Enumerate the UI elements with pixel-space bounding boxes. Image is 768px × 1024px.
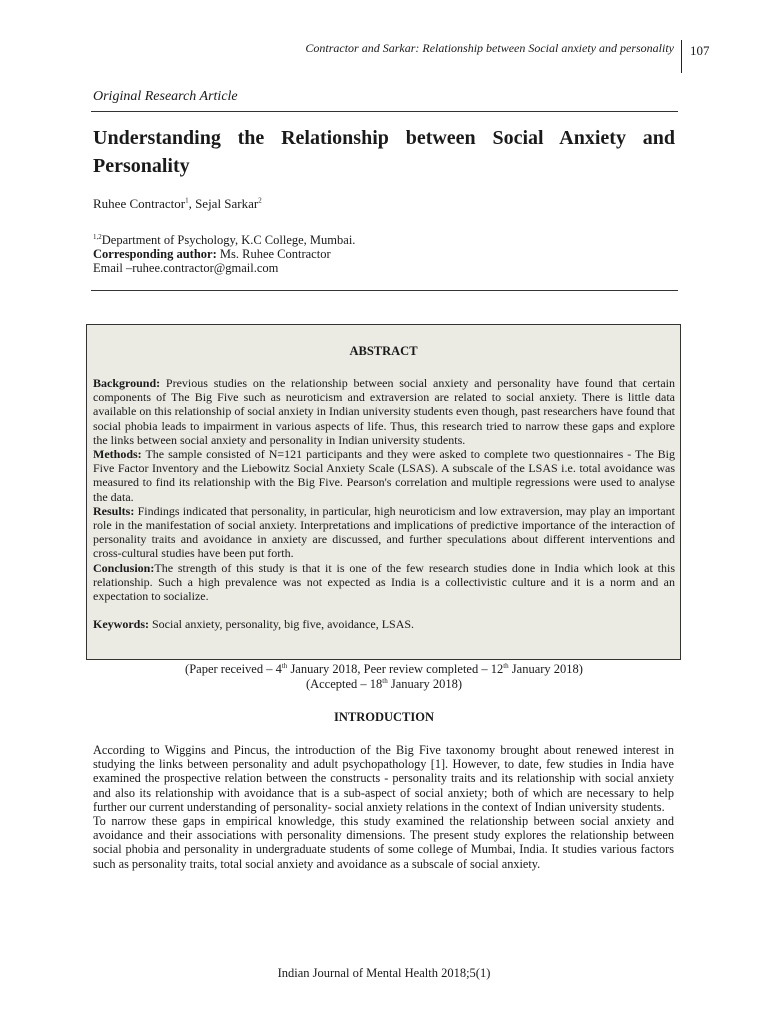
abstract-keywords xyxy=(93,617,675,631)
paper-title: Understanding the Relationship between Social Anxiety and Personality xyxy=(93,127,675,177)
keywords-label: Keywords: xyxy=(93,617,149,632)
abstract-background xyxy=(93,376,675,447)
page-number: 107 xyxy=(690,43,710,58)
background-text: Previous studies on the relationship between social anxiety and personality have found that certain components of The Big Five such as neuroticism and extraversion are related to social anxiety. There is little data available on this relationship of social anxiety in Indian university students even though, past researchers have found that social phobia leads to impairment in various aspects of life. Thus, this research tried to narrow these gaps and explore the links between social anxiety and personality in Indian university students. xyxy=(93,376,675,447)
introduction-heading: INTRODUCTION xyxy=(333,710,434,724)
ordinal-suffix: th xyxy=(281,662,288,670)
conclusion-label: Conclusion: xyxy=(93,560,155,575)
corresponding-label: Corresponding author: xyxy=(93,247,217,262)
introduction-body xyxy=(93,743,674,871)
methods-label: Methods: xyxy=(93,447,142,462)
affiliation-block xyxy=(93,230,355,275)
running-head: Contractor and Sarkar: Relationship between Social anxiety and personality xyxy=(305,41,674,55)
author-name: Ruhee Contractor xyxy=(93,196,186,211)
received-dates xyxy=(0,662,768,677)
received-text: (Paper received – 4 xyxy=(185,662,282,677)
results-text: Findings indicated that personality, in particular, high neuroticism and low extraversion, may play an important role in the manifestation of social anxiety. Interpretations and implications of predictive importance of the interaction of personality traits and avoidance in anxiety are discussed, and further speculations about different interventions and cross-cultural studies have been put forth. xyxy=(93,503,675,561)
review-text: January 2018, Peer review completed – 12 xyxy=(287,662,504,677)
ordinal-suffix: th xyxy=(503,662,509,670)
abstract-methods xyxy=(93,447,675,504)
introduction-paragraph: According to Wiggins and Pincus, the introduction of the Big Five taxonomy brought about renewed interest in studying the links between personality and adult psychopathology [1]. However, to date, few studies in India have examined the prospective relation between the constructs - personality traits and its relationship with social anxiety and also its relationship with avoidance that is a sub-aspect of social anxiety; both of which are necessary to help further our current understanding of personality- social anxiety relations in the context of Indian university students. xyxy=(93,743,674,814)
abstract-box xyxy=(86,324,681,660)
author-name: Sejal Sarkar xyxy=(195,196,259,211)
corresponding-line xyxy=(93,247,355,261)
conclusion-text: The strength of this study is that it is one of the few research studies done in India which look at this relationship. Such a high prevalence was not expected as India is a collectivistic culture and it is a norm and an expectation to socialize. xyxy=(93,560,675,604)
accepted-date xyxy=(0,677,768,692)
article-type: Original Research Article xyxy=(93,89,238,104)
methods-text: The sample consisted of N=121 participants and they were asked to complete two questionnaires - The Big Five Factor Inventory and the Liebowitz Social Anxiety Scale (LSAS). A subscale of the LSAS i.e. total avoidance was measured to find its relationship with the Big Five. Pearson's correlation and multiple regressions were used to analyse the data. xyxy=(93,447,675,504)
abstract-conclusion xyxy=(93,561,675,604)
introduction-paragraph: To narrow these gaps in empirical knowledge, this study examined the relationship between social anxiety and avoidance and their associations with personality dimensions. The present study explores the relationship between social phobia and personality in undergraduate students of some college of Mumbai, India. It studies various factors such as personality traits, total social anxiety and avoidance as a subscale of social anxiety. xyxy=(93,814,674,871)
corresponding-name: Ms. Ruhee Contractor xyxy=(216,247,331,262)
author-affil-marker: 2 xyxy=(258,196,262,205)
email-line: Email –ruhee.contractor@gmail.com xyxy=(93,261,279,276)
affiliation-rule xyxy=(91,290,678,291)
ordinal-suffix: th xyxy=(382,677,388,685)
accepted-date-end: January 2018) xyxy=(387,677,463,692)
abstract-body xyxy=(93,376,675,631)
department-line xyxy=(93,230,355,247)
author-separator: , xyxy=(188,196,196,211)
header-divider xyxy=(681,40,682,73)
review-date-end: January 2018) xyxy=(508,662,583,677)
accepted-text: (Accepted – 18 xyxy=(305,677,383,692)
results-label: Results: xyxy=(93,503,135,518)
keywords-text: Social anxiety, personality, big five, avoidance, LSAS. xyxy=(149,617,415,632)
abstract-results xyxy=(93,504,675,561)
department: Department of Psychology, K.C College, Mumbai. xyxy=(101,233,356,248)
author-list xyxy=(93,196,262,212)
background-label: Background: xyxy=(93,376,161,390)
journal-footer: Indian Journal of Mental Health 2018;5(1) xyxy=(277,966,491,980)
abstract-heading: ABSTRACT xyxy=(349,344,418,358)
top-rule xyxy=(91,111,678,112)
affil-marker: 1,2 xyxy=(93,233,102,241)
author-affil-marker: 1 xyxy=(185,196,189,205)
